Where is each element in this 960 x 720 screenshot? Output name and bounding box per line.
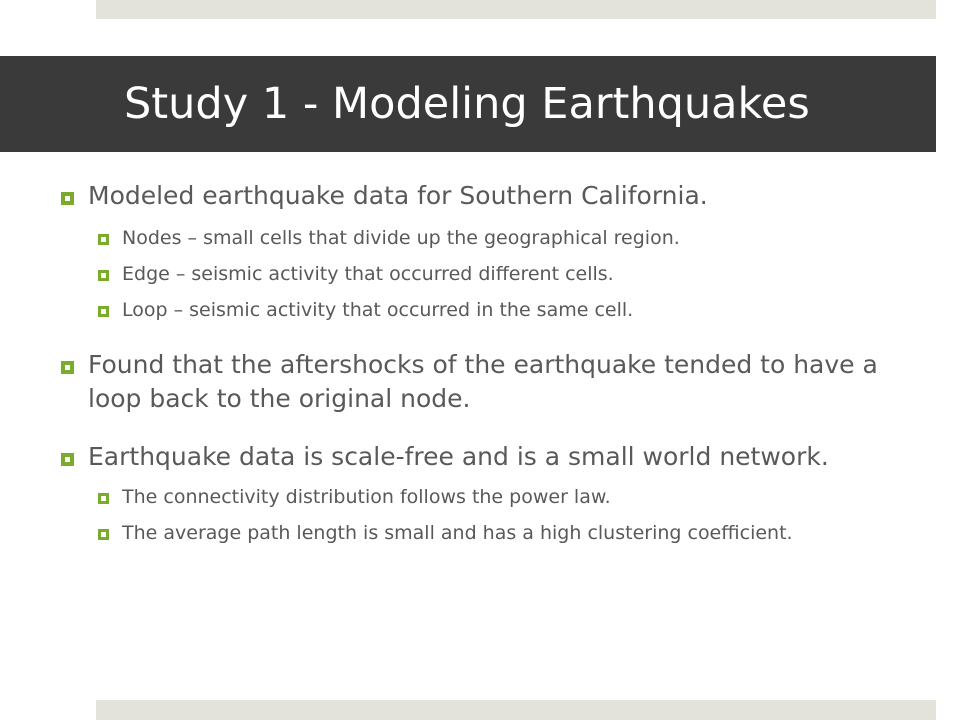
bullet-text: The connectivity distribution follows the power law.: [122, 486, 611, 508]
sub-bullet-item: [58, 297, 918, 323]
bullet-text: Nodes – small cells that divide up the geographical region.: [122, 227, 680, 249]
square-bullet-icon: [61, 453, 74, 466]
square-bullet-icon: [98, 306, 109, 317]
bullet-item: [58, 348, 918, 416]
bullet-text: Found that the aftershocks of the earthquake tended to have a loop back to the original node.: [88, 350, 878, 413]
bullet-text: The average path length is small and has a high clustering coefficient.: [122, 522, 793, 544]
square-bullet-icon: [98, 270, 109, 281]
bullet-text: Loop – seismic activity that occurred in the same cell.: [122, 299, 634, 321]
sub-bullet-item: [58, 261, 918, 287]
sub-bullet-item: [58, 520, 918, 546]
bottom-decor-band: [96, 700, 936, 720]
sub-bullet-item: [58, 225, 918, 251]
square-bullet-icon: [98, 529, 109, 540]
top-decor-band: [96, 0, 936, 19]
slide-title: Study 1 - Modeling Earthquakes: [124, 79, 810, 129]
bullet-list: [58, 179, 918, 546]
bullet-item: [58, 440, 918, 474]
bullet-text: Modeled earthquake data for Southern California.: [88, 181, 708, 210]
square-bullet-icon: [98, 493, 109, 504]
square-bullet-icon: [98, 234, 109, 245]
bullet-text: Edge – seismic activity that occurred different cells.: [122, 263, 614, 285]
bullet-text: Earthquake data is scale-free and is a small world network.: [88, 442, 829, 471]
square-bullet-icon: [61, 192, 74, 205]
sub-bullet-item: [58, 484, 918, 510]
square-bullet-icon: [61, 361, 74, 374]
bullet-item: [58, 179, 918, 213]
